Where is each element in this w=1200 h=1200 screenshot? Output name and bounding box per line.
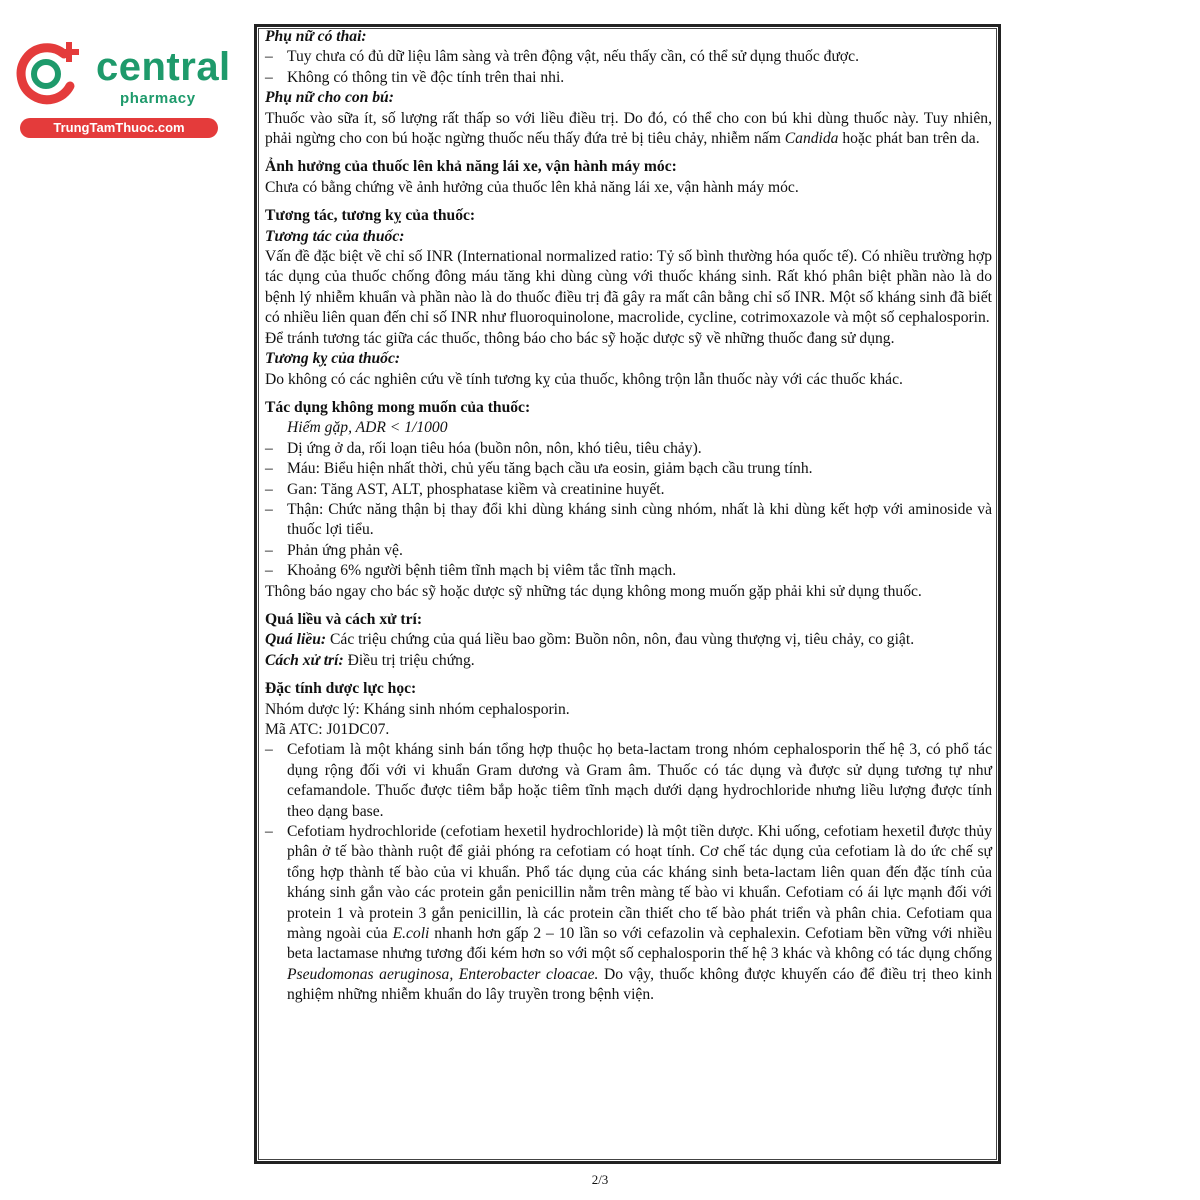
section-title-breastfeeding: Phụ nữ cho con bú: xyxy=(265,89,394,107)
page-number: 2/3 xyxy=(591,1172,609,1187)
pregnancy-bullet: – Tuy chưa có đủ dữ liệu lâm sàng và trên động vật, nếu thấy cần, có thể sử dụng thuốc được. xyxy=(265,47,992,67)
adverse-paragraph: Thông báo ngay cho bác sỹ hoặc dược sỹ những tác dụng không mong muốn gặp phải khi sử dụng thuốc. xyxy=(265,582,922,600)
subsection-title-incompatibilities: Tương kỵ của thuốc: xyxy=(265,350,401,368)
pharmacodynamics-text: Cefotiam hydrochloride (cefotiam hexetil hydrochloride) là một tiền dược. Khi uống, cefotiam hexetil được thủy phân ở tế bào thành ruột để giải phóng ra cefotiam có hoạt tính. Cơ chế tác dụng của cefotiam là do ức chế sự tổng hợp thành tế bào của vi khuẩn. Phổ tác dụng của các kháng sinh beta-lactam liên quan đến đặc tính của kháng sinh gắn vào các protein gắn penicillin nằm trên màng tế bào vi khuẩn. Cefotiam có ái lực mạnh đối với protein 1 và protein 3 gắn penicillin, là các protein cần thiết cho tế bào phát triển và phân chia. Cefotiam qua màng ngoài của xyxy=(287,823,992,943)
section-title-overdose: Quá liều và cách xử trí: xyxy=(265,610,423,628)
logo-url-badge: TrungTamThuoc.com xyxy=(20,118,218,138)
ecoli-term: E.coli xyxy=(392,925,430,943)
incompatibilities-paragraph: Do không có các nghiên cứu về tính tương kỵ của thuốc, không trộn lẫn thuốc này với các thuốc khác. xyxy=(265,370,903,388)
overdose-label: Quá liều: xyxy=(265,631,327,649)
section-title-adverse-effects: Tác dụng không mong muốn của thuốc: xyxy=(265,398,531,416)
overdose-line xyxy=(265,630,992,650)
pregnancy-bullet: – Không có thông tin về độc tính trên thai nhi. xyxy=(265,68,992,88)
adverse-bullet: – Phản ứng phản vệ. xyxy=(265,541,992,561)
adverse-bullet: – Thận: Chức năng thận bị thay đổi khi dùng kháng sinh cùng nhóm, nhất là khi dùng kết hợp với aminoside và thuốc lợi tiểu. xyxy=(265,500,992,541)
pharmacodynamics-text: nhanh hơn gấp 2 – 10 lần so với cefazolin và cephalexin. Cefotiam bền vững với nhiều beta lactamase nhưng tương đối kém hơn so với một số cephalosporin thế hệ 3 khác và không có tác dụng chống xyxy=(287,925,992,963)
document-body xyxy=(265,27,992,1006)
section-title-driving: Ảnh hưởng của thuốc lên khả năng lái xe, vận hành máy móc: xyxy=(265,158,677,176)
adverse-bullet: – Khoảng 6% người bệnh tiêm tĩnh mạch bị viêm tắc tĩnh mạch. xyxy=(265,561,992,581)
section-title-interactions: Tương tác, tương kỵ của thuốc: xyxy=(265,207,476,225)
section-title-pharmacodynamics: Đặc tính dược lực học: xyxy=(265,680,417,698)
breastfeeding-paragraph xyxy=(265,109,992,150)
breastfeeding-text: Thuốc vào sữa ít, số lượng rất thấp so với liều điều trị. Do đó, có thể cho con bú khi dùng thuốc này. Tuy nhiên, phải ngừng cho con bú hoặc ngừng thuốc nếu thấy đứa trẻ bị tiêu chảy, nhiễm nấm xyxy=(265,109,992,148)
breastfeeding-text-end: hoặc phát ban trên da. xyxy=(842,130,980,148)
section-title-pregnancy: Phụ nữ có thai: xyxy=(265,28,367,45)
candida-term: Candida xyxy=(784,130,839,148)
logo-subtitle: pharmacy xyxy=(120,90,196,107)
treatment-line xyxy=(265,651,992,671)
pharmacy-logo xyxy=(8,36,231,136)
atc-code: Mã ATC: J01DC07. xyxy=(265,721,390,738)
pharmacology-group: Nhóm dược lý: Kháng sinh nhóm cephalosporin. xyxy=(265,700,570,718)
overdose-text: Các triệu chứng của quá liều bao gồm: Buồn nôn, nôn, đau vùng thượng vị, tiêu chảy, co giật. xyxy=(330,631,915,649)
bacteria-terms: Pseudomonas aeruginosa, Enterobacter cloacae. xyxy=(287,965,599,983)
logo-brand-name: central xyxy=(96,45,231,89)
treatment-text: Điều trị triệu chứng. xyxy=(347,651,475,669)
driving-paragraph: Chưa có bằng chứng về ảnh hưởng của thuốc lên khả năng lái xe, vận hành máy móc. xyxy=(265,178,799,196)
interactions-paragraph: Để tránh tương tác giữa các thuốc, thông báo cho bác sỹ hoặc dược sỹ về những thuốc đang sử dụng. xyxy=(265,329,895,347)
interactions-paragraph: Vấn đề đặc biệt về chỉ số INR (International normalized ratio: Tỷ số bình thường hóa quốc tế). Có nhiều trường hợp tác dụng của thuốc chống đông máu tăng khi dùng cùng với thuốc kháng sinh. Rất khó phân biệt phần nào là do bệnh lý nhiễm khuẩn và phần nào là do thuốc điều trị đã gây ra mất cân bằng chỉ số INR. Một số kháng sinh đã biết có nhiều liên quan đến chỉ số INR như fluoroquinolone, macrolide, cycline, cotrimoxazole và một số cephalosporin. xyxy=(265,248,992,327)
pharmacodynamics-bullet: – Cefotiam là một kháng sinh bán tổng hợp thuộc họ beta-lactam trong nhóm cephalosporin thế hệ 3, có phổ tác dụng rộng đối với vi khuẩn Gram dương và Gram âm. Thuốc có tác dụng và được sử dụng tương tự như cefamandole. Thuốc được tiêm bắp hoặc tiêm tĩnh mạch dưới dạng hydrochloride nhưng liều lượng được tính theo dạng base. xyxy=(265,740,992,822)
pharmacodynamics-text: Do vậy, thuốc không được khuyến cáo để điều trị theo kinh nghiệm những nhiễm khuẩn do lây truyền trong bệnh viện. xyxy=(287,965,992,1004)
adverse-bullet: – Máu: Biểu hiện nhất thời, chủ yếu tăng bạch cầu ưa eosin, giảm bạch cầu trung tính. xyxy=(265,459,992,479)
adverse-bullet: – Gan: Tăng AST, ALT, phosphatase kiềm và creatinine huyết. xyxy=(265,480,992,500)
central-pharmacy-logo-icon xyxy=(12,38,84,110)
subsection-title-interactions: Tương tác của thuốc: xyxy=(265,227,405,245)
treatment-label: Cách xử trí: xyxy=(265,651,344,669)
adverse-frequency: Hiếm gặp, ADR < 1/1000 xyxy=(287,419,448,437)
adverse-bullet: – Dị ứng ở da, rối loạn tiêu hóa (buồn nôn, nôn, khó tiêu, tiêu chảy). xyxy=(265,439,992,459)
pharmacodynamics-bullet xyxy=(265,822,992,1006)
